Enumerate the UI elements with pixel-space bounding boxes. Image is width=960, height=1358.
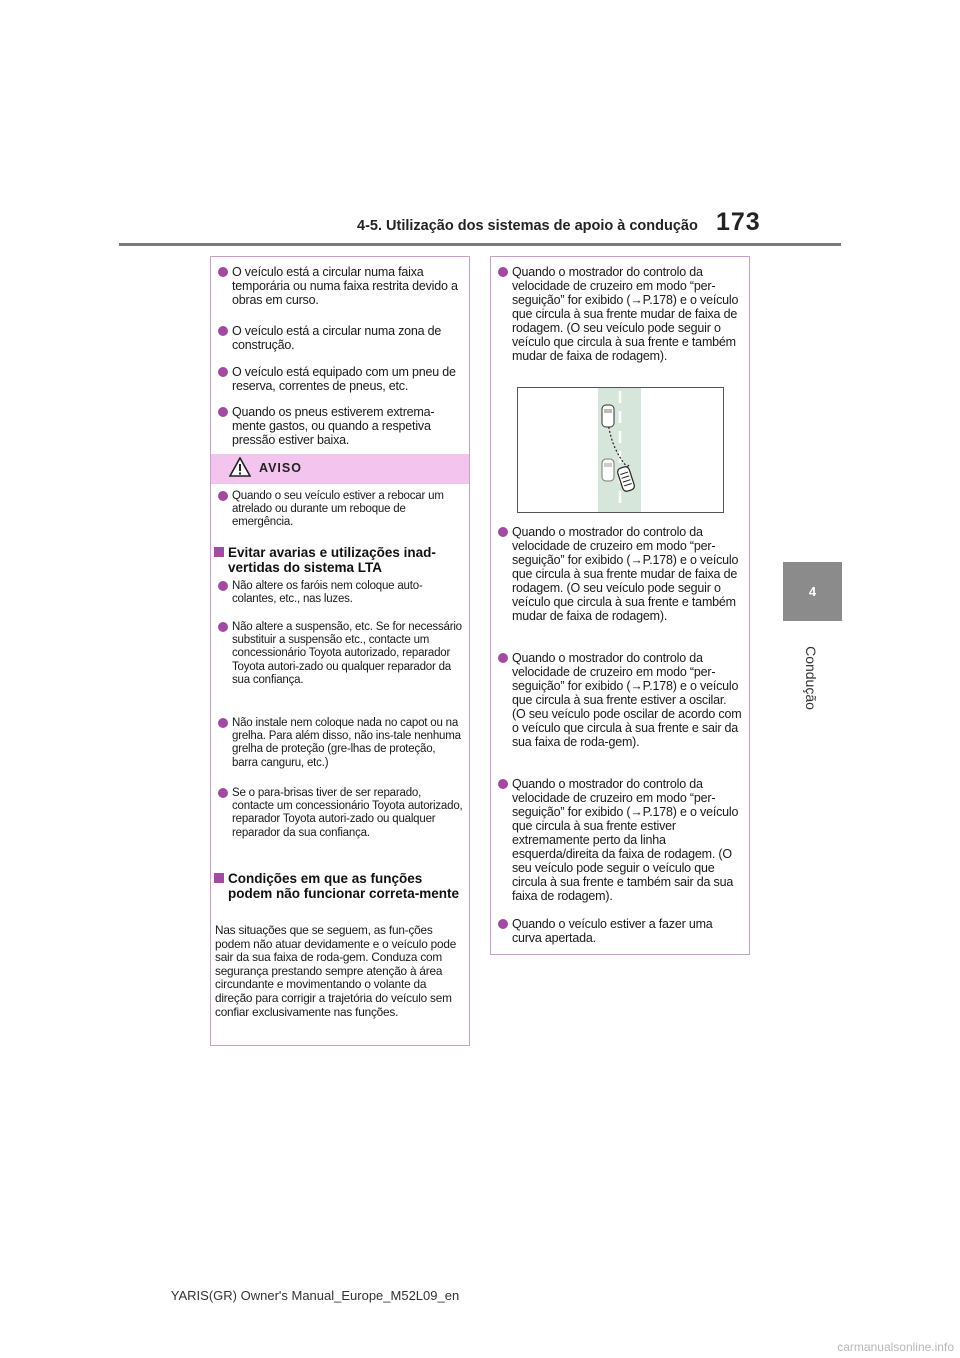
bullet-icon — [218, 788, 228, 798]
chapter-number: 4 — [808, 584, 817, 599]
list-item-text: Quando o veículo estiver a fazer uma curva apertada. — [512, 917, 713, 945]
list-item-text: O veículo está equipado com um pneu de reserva, correntes de pneus, etc. — [232, 365, 456, 393]
chapter-label: Condução — [803, 646, 819, 710]
bullet-icon — [498, 919, 508, 929]
bullet-icon — [218, 622, 228, 632]
list-item-text: Quando o mostrador do controlo da velocidade de cruzeiro em modo “per-seguição” for exibido (→P.178) e o veículo que circula à sua frente estiver extremamente perto da linha esquerda/direita da faixa de rodagem. (O seu veículo pode seguir o veículo que circula à sua frente e também sair da sua faixa de rodagem). — [512, 777, 739, 903]
list-item-text: Quando o seu veículo estiver a rebocar um atrelado ou durante um reboque de emergência. — [232, 490, 444, 529]
section-heading — [214, 545, 465, 575]
bullet-icon — [218, 326, 228, 336]
ghost-car-icon — [602, 459, 614, 481]
list-item-text: Não altere a suspensão, etc. Se for necessário substituir a suspensão etc., contacte um concessionário Toyota autorizado, reparador Toyota autori-zado ou qualquer reparador da sua confiança. — [232, 621, 462, 686]
bullet-icon — [218, 367, 228, 377]
section-title: 4-5. Utilização dos sistemas de apoio à condução — [357, 218, 698, 234]
left-panel — [210, 256, 470, 1046]
list-item — [498, 651, 743, 749]
list-item — [498, 917, 743, 945]
chapter-tab — [783, 562, 842, 621]
list-item-text: Quando o mostrador do controlo da velocidade de cruzeiro em modo “per-seguição” for exibido (→P.178) e o veículo que circula à sua frente mudar de faixa de rodagem. (O seu veículo pode seguir o veículo que circula à sua frente e também mudar de faixa de rodagem). — [512, 525, 739, 623]
list-item-text: Se o para-brisas tiver de ser reparado, contacte um concessionário Toyota autorizado, reparador Toyota autori-zado ou qualquer reparador da sua confiança. — [232, 787, 463, 839]
list-item — [218, 324, 463, 352]
bullet-icon — [498, 527, 508, 537]
list-item — [218, 265, 463, 307]
list-item — [218, 717, 463, 770]
list-item-text: Quando os pneus estiverem extrema-mente gastos, ou quando a respetiva pressão estiver baixa. — [232, 405, 435, 447]
list-item — [218, 580, 463, 606]
body-paragraph: Nas situações que se seguem, as fun-ções podem não atuar devidamente e o veículo pode sair da sua faixa de roda-gem. Conduza com segurança prestando sempre atenção à área circundante e movimentando o volante da direção para corrigir a trajetória do veículo sem confiar exclusivamente nas funções. — [215, 923, 457, 1019]
bullet-icon — [498, 653, 508, 663]
list-item-text: O veículo está a circular numa faixa temporária ou numa faixa restrita devido a obras em curso. — [232, 265, 458, 307]
list-item — [218, 787, 463, 840]
right-panel — [490, 256, 750, 955]
section-heading — [214, 871, 465, 901]
square-bullet-icon — [214, 873, 224, 883]
list-item — [218, 490, 463, 530]
bullet-icon — [218, 267, 228, 277]
section-heading-text: Condições em que as funções podem não funcionar correta-mente — [228, 871, 460, 901]
bullet-icon — [218, 581, 228, 591]
bullet-icon — [218, 407, 228, 417]
list-item-text: Não instale nem coloque nada no capot ou na grelha. Para além disso, não ins-tale nenhuma grelha de proteção (gre-lhas de proteção, barra canguru, etc.) — [232, 717, 461, 769]
bullet-icon — [498, 779, 508, 789]
watermark: carmanualsonline.info — [837, 1340, 954, 1354]
bullet-icon — [218, 491, 228, 501]
list-item-text: Quando o mostrador do controlo da velocidade de cruzeiro em modo “per-seguição” for exibido (→P.178) e o veículo que circula à sua frente estiver a oscilar. (O seu veículo pode oscilar de acordo com o veículo que circula à sua frente e sair da sua faixa de roda-gem). — [512, 651, 742, 749]
lane-change-illustration — [517, 387, 724, 513]
square-bullet-icon — [214, 547, 224, 557]
warning-triangle-icon — [229, 457, 251, 477]
warning-label: AVISO — [259, 461, 302, 475]
bullet-icon — [218, 718, 228, 728]
list-item-text: Não altere os faróis nem coloque auto-colantes, etc., nas luzes. — [232, 580, 423, 606]
list-item-text: Quando o mostrador do controlo da velocidade de cruzeiro em modo “per-seguição” for exibido (→P.178) e o veículo que circula à sua frente mudar de faixa de rodagem. (O seu veículo pode seguir o veículo que circula à sua frente e também mudar de faixa de rodagem). — [512, 265, 739, 363]
header-rule — [119, 243, 841, 246]
lead-car-icon — [602, 405, 614, 427]
bullet-icon — [498, 267, 508, 277]
list-item — [218, 365, 463, 393]
list-item — [218, 621, 463, 687]
footer-text: YARIS(GR) Owner's Manual_Europe_M52L09_en — [170, 1288, 460, 1303]
list-item — [498, 525, 743, 623]
list-item — [218, 405, 463, 447]
list-item — [498, 777, 743, 903]
list-item-text: O veículo está a circular numa zona de construção. — [232, 324, 442, 352]
list-item — [498, 265, 743, 363]
warning-banner — [211, 454, 469, 484]
section-heading-text: Evitar avarias e utilizações inad-vertidas do sistema LTA — [228, 545, 436, 575]
page-number: 173 — [716, 208, 761, 236]
